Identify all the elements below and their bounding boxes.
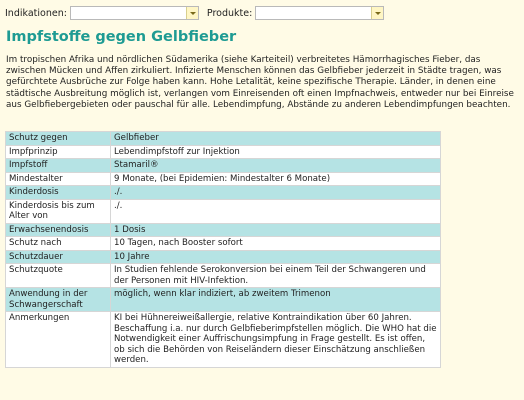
table-row <box>6 145 441 159</box>
table-row <box>6 288 441 312</box>
table-row <box>6 237 441 251</box>
vaccine-info-table <box>5 131 441 368</box>
table-row <box>6 223 441 237</box>
chevron-down-icon[interactable] <box>186 7 198 19</box>
indications-label: Indikationen: <box>5 7 67 19</box>
table-row <box>6 264 441 288</box>
table-row <box>6 172 441 186</box>
indications-select[interactable] <box>70 6 199 20</box>
row-value: 10 Tagen, nach Booster sofort <box>111 237 441 251</box>
row-value: 10 Jahre <box>111 250 441 264</box>
row-value: 1 Dosis <box>111 223 441 237</box>
row-value: Gelbfieber <box>111 132 441 146</box>
row-key: Anwendung in der Schwangerschaft <box>6 288 111 312</box>
row-value: KI bei Hühnereiweißallergie, relative Kontraindikation über 60 Jahren. Beschaffung i.a. nur durch Gelbfieberimpfstellen möglich. Die WHO hat die Notwendigkeit einer Auffrischungsimpfung in Frage gestellt. Es ist offen, ob sich die Behörden von Reiseländern dieser Einschätzung anschließen werden. <box>111 312 441 368</box>
row-value: ./. <box>111 199 441 223</box>
row-value: 9 Monate, (bei Epidemien: Mindestalter 6 Monate) <box>111 172 441 186</box>
row-key: Kinderdosis <box>6 186 111 200</box>
table-row <box>6 199 441 223</box>
products-select[interactable] <box>255 6 384 20</box>
table-row <box>6 250 441 264</box>
products-label: Produkte: <box>206 7 253 19</box>
table-row <box>6 312 441 368</box>
intro-text: Im tropischen Afrika und nördlichen Südamerika (siehe Karteiteil) verbreitetes Hämorrhagisches Fieber, das zwischen Mücken und Affen zirkuliert. Infizierte Menschen können das Gelbfieber jederzeit in Städte tragen, was gefürchtete Ausbrüche zur Folge haben kann. Hohe Letalität, keine spezifische Therapie. Länder, in denen eine städtische Ausbreitung möglich ist, verlangen vom Einreisenden oft einen Impfnachweis, entweder nur bei Einreise aus Gelbfiebergebieten oder pauschal für alle. Lebendimpfung, Abstände zu anderen Lebendimpfungen beachten. <box>6 55 514 110</box>
row-key: Erwachsenendosis <box>6 223 111 237</box>
row-key: Schutzquote <box>6 264 111 288</box>
page-title: Impfstoffe gegen Gelbfieber <box>6 29 237 45</box>
row-key: Schutz nach <box>6 237 111 251</box>
row-key: Mindestalter <box>6 172 111 186</box>
row-value: In Studien fehlende Serokonversion bei einem Teil der Schwangeren und der Personen mit HIV-Infektion. <box>111 264 441 288</box>
row-value: möglich, wenn klar indiziert, ab zweitem Trimenon <box>111 288 441 312</box>
table-row <box>6 186 441 200</box>
row-key: Impfstoff <box>6 159 111 173</box>
chevron-down-icon[interactable] <box>371 7 383 19</box>
row-key: Schutz gegen <box>6 132 111 146</box>
table-row <box>6 132 441 146</box>
row-value: ./. <box>111 186 441 200</box>
row-value: Stamaril® <box>111 159 441 173</box>
row-key: Schutzdauer <box>6 250 111 264</box>
row-value: Lebendimpfstoff zur Injektion <box>111 145 441 159</box>
filter-bar <box>5 4 384 22</box>
row-key: Impfprinzip <box>6 145 111 159</box>
row-key: Anmerkungen <box>6 312 111 368</box>
row-key: Kinderdosis bis zum Alter von <box>6 199 111 223</box>
table-row <box>6 159 441 173</box>
